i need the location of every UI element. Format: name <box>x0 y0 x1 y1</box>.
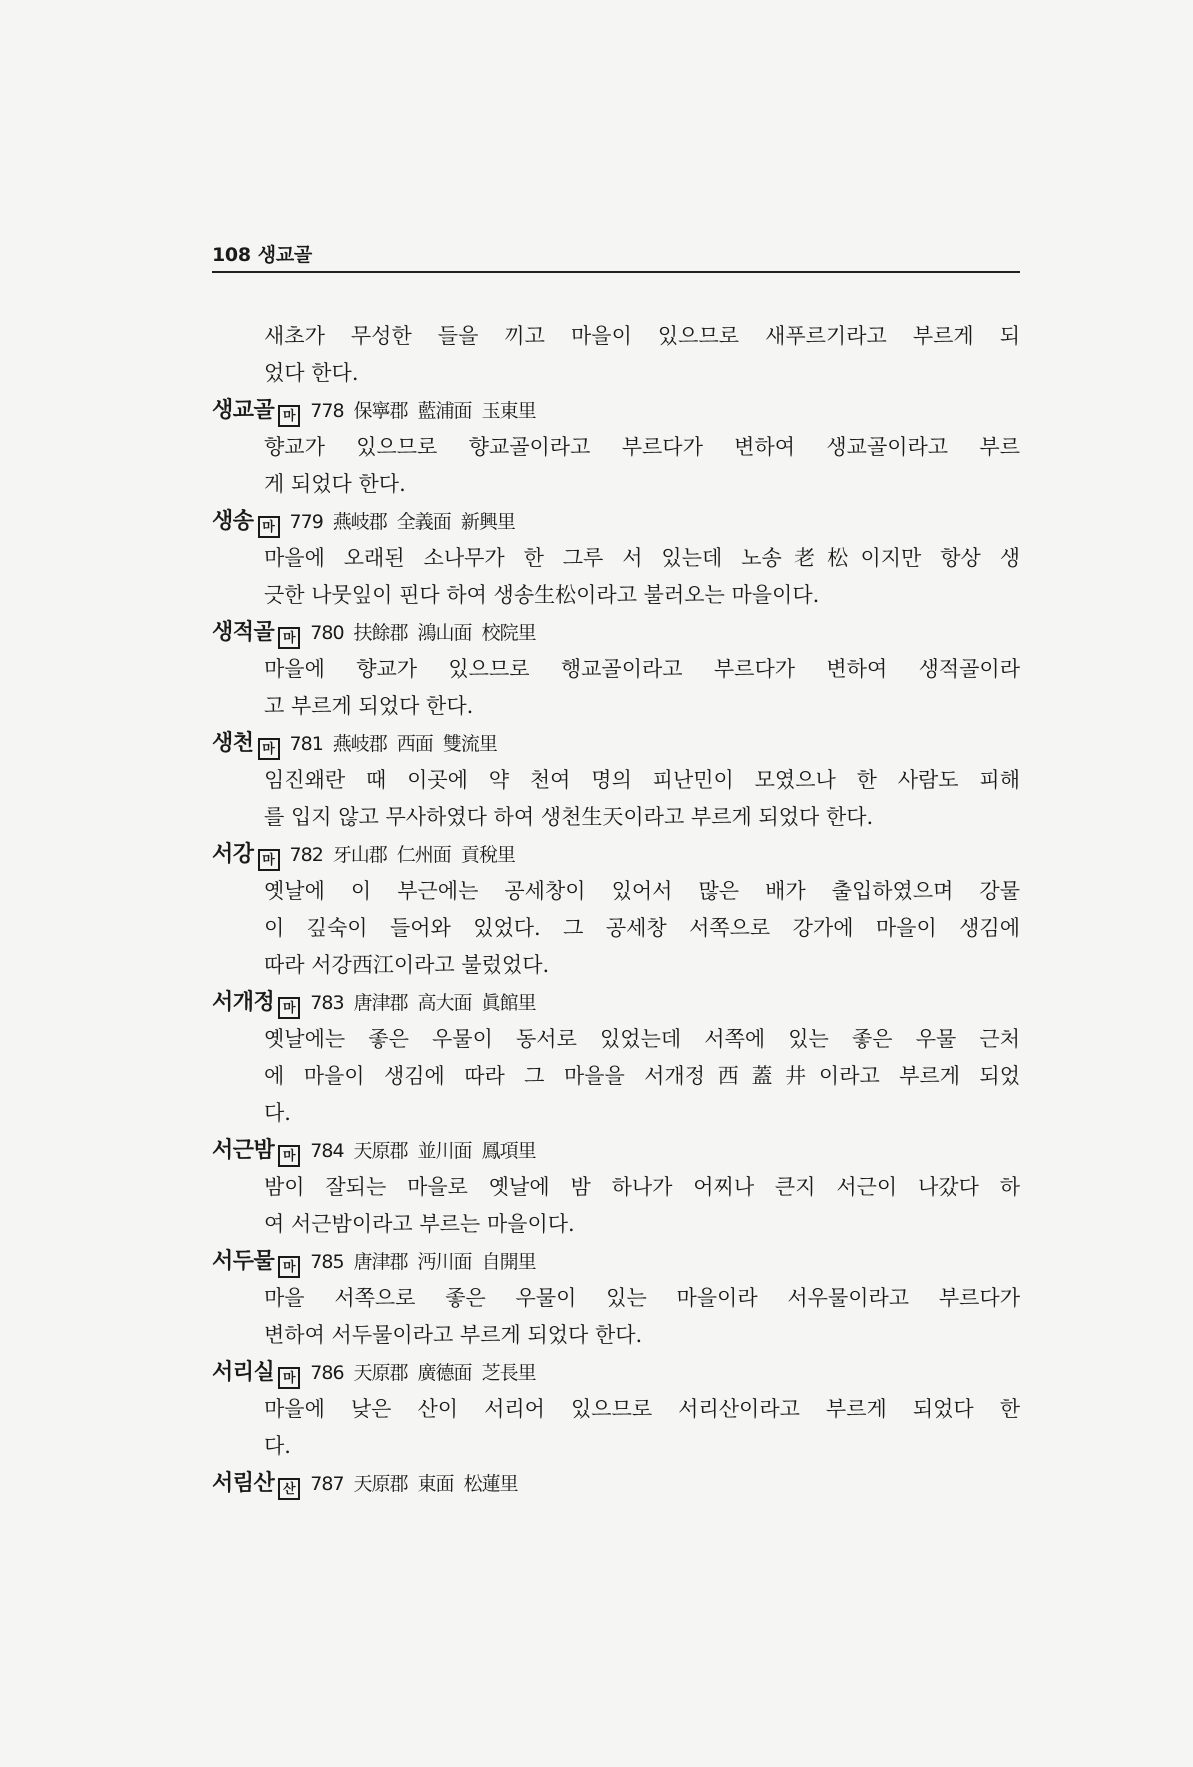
entry-county: 牙山郡 <box>332 844 387 866</box>
entry-village: 松蓮里 <box>463 1473 518 1495</box>
entry-text-line: 옛날에 이 부근에는 공세창이 있어서 많은 배가 출입하였으며 강물 <box>264 879 1020 903</box>
entry-type-badge: 산 <box>278 1478 300 1500</box>
entry-headword: 서강 <box>212 842 254 867</box>
page-number: 108 <box>212 244 251 266</box>
entry-head <box>212 392 1020 429</box>
entry-number: 778 <box>310 400 344 422</box>
entry-text-line: 밤이 잘되는 마을로 옛날에 밤 하나가 어찌나 큰지 서근이 나갔다 하 <box>264 1175 1020 1199</box>
entry-type-badge: 마 <box>278 405 300 427</box>
entry-headword: 생송 <box>212 509 254 534</box>
entry-head <box>212 1465 1020 1502</box>
entry-head <box>212 1354 1020 1391</box>
entry-text-line: 를 입지 않고 무사하였다 하여 생천生天이라고 부르게 되었다 한다. <box>264 805 874 829</box>
entry-type-badge: 마 <box>258 738 280 760</box>
entry-headword: 생교골 <box>212 398 275 423</box>
entry-county: 保寧郡 <box>353 400 408 422</box>
entry-township: 藍浦面 <box>417 400 472 422</box>
continuation-line: 었다 한다. <box>264 361 359 385</box>
entry-township: 沔川面 <box>417 1251 472 1273</box>
entry-township: 廣德面 <box>417 1362 472 1384</box>
entry-township: 並川面 <box>417 1140 472 1162</box>
entry-head <box>212 1243 1020 1280</box>
entry-list <box>212 318 1020 1502</box>
entry-number: 781 <box>289 733 323 755</box>
entry-text-line: 에 마을이 생김에 따라 그 마을을 서개정西蓋井이라고 부르게 되었 <box>264 1064 1020 1088</box>
running-head <box>212 240 1018 267</box>
entry-township: 鴻山面 <box>417 622 472 644</box>
entry-text-line: 다. <box>264 1434 291 1458</box>
entry-village: 貢稅里 <box>460 844 515 866</box>
entry-number: 786 <box>310 1362 344 1384</box>
entry-headword: 서리실 <box>212 1360 275 1385</box>
entry-number: 783 <box>310 992 344 1014</box>
entry-number: 780 <box>310 622 344 644</box>
entry-text-line: 변하여 서두물이라고 부르게 되었다 한다. <box>264 1323 643 1347</box>
entry-text-line: 마을에 향교가 있으므로 행교골이라고 부르다가 변하여 생적골이라 <box>264 657 1020 681</box>
entry-number: 784 <box>310 1140 344 1162</box>
entry-township: 仁州面 <box>396 844 451 866</box>
entry-township: 高大面 <box>417 992 472 1014</box>
entry-text-line: 옛날에는 좋은 우물이 동서로 있었는데 서쪽에 있는 좋은 우물 근처 <box>264 1027 1020 1051</box>
entry-headword: 서근밤 <box>212 1138 275 1163</box>
entry-type-badge: 마 <box>278 997 300 1019</box>
entry-number: 787 <box>310 1473 344 1495</box>
entry-type-badge: 마 <box>258 849 280 871</box>
entry-text-line: 임진왜란 때 이곳에 약 천여 명의 피난민이 모였으나 한 사람도 피해 <box>264 768 1020 792</box>
entry-text-line: 마을에 오래된 소나무가 한 그루 서 있는데 노송老松이지만 항상 생 <box>264 546 1020 570</box>
entry-text-line: 마을에 낮은 산이 서리어 있으므로 서리산이라고 부르게 되었다 한 <box>264 1397 1020 1421</box>
running-head-title: 생교골 <box>257 244 312 266</box>
entry-text-line: 따라 서강西江이라고 불렀었다. <box>264 953 550 977</box>
entry-village: 校院里 <box>481 622 536 644</box>
entry-head <box>212 1132 1020 1169</box>
entry-type-badge: 마 <box>278 627 300 649</box>
entry-text-line: 마을 서쪽으로 좋은 우물이 있는 마을이라 서우물이라고 부르다가 <box>264 1286 1020 1310</box>
entry-text-line: 다. <box>264 1101 291 1125</box>
entry-head <box>212 503 1020 540</box>
entry-county: 唐津郡 <box>353 1251 408 1273</box>
entry-headword: 서개정 <box>212 990 275 1015</box>
entry-type-badge: 마 <box>278 1256 300 1278</box>
entry-village: 眞館里 <box>481 992 536 1014</box>
entry-county: 天原郡 <box>353 1140 408 1162</box>
entry-text-line: 긋한 나뭇잎이 핀다 하여 생송生松이라고 불러오는 마을이다. <box>264 583 820 607</box>
entry-village: 自開里 <box>481 1251 536 1273</box>
entry-township: 全義面 <box>396 511 451 533</box>
entry-county: 唐津郡 <box>353 992 408 1014</box>
entry-number: 782 <box>289 844 323 866</box>
entry-number: 779 <box>289 511 323 533</box>
entry-headword: 생적골 <box>212 620 275 645</box>
entry-village: 鳳項里 <box>481 1140 536 1162</box>
entry-township: 東面 <box>417 1473 454 1495</box>
entry-headword: 서림산 <box>212 1471 275 1496</box>
entry-head <box>212 836 1020 873</box>
entry-type-badge: 마 <box>278 1145 300 1167</box>
entry-township: 西面 <box>396 733 433 755</box>
header-rule <box>212 271 1020 273</box>
entry-village: 新興里 <box>460 511 515 533</box>
continuation-line: 새초가 무성한 들을 끼고 마을이 있으므로 새푸르기라고 부르게 되 <box>264 324 1020 348</box>
entry-text-line: 여 서근밤이라고 부르는 마을이다. <box>264 1212 575 1236</box>
entry-village: 芝長里 <box>481 1362 536 1384</box>
entry-headword: 서두물 <box>212 1249 275 1274</box>
entry-county: 天原郡 <box>353 1473 408 1495</box>
entry-text-line: 향교가 있으므로 향교골이라고 부르다가 변하여 생교골이라고 부르 <box>264 435 1020 459</box>
entry-county: 燕岐郡 <box>332 733 387 755</box>
entry-number: 785 <box>310 1251 344 1273</box>
entry-head <box>212 614 1020 651</box>
entry-text-line: 고 부르게 되었다 한다. <box>264 694 474 718</box>
entry-county: 燕岐郡 <box>332 511 387 533</box>
entry-village: 雙流里 <box>442 733 497 755</box>
entry-type-badge: 마 <box>278 1367 300 1389</box>
entry-type-badge: 마 <box>258 516 280 538</box>
entry-headword: 생천 <box>212 731 254 756</box>
entry-village: 玉東里 <box>481 400 536 422</box>
entry-head <box>212 725 1020 762</box>
entry-text-line: 이 깊숙이 들어와 있었다. 그 공세창 서쪽으로 강가에 마을이 생김에 <box>264 916 1020 940</box>
entry-county: 天原郡 <box>353 1362 408 1384</box>
entry-head <box>212 984 1020 1021</box>
entry-county: 扶餘郡 <box>353 622 408 644</box>
entry-text-line: 게 되었다 한다. <box>264 472 406 496</box>
